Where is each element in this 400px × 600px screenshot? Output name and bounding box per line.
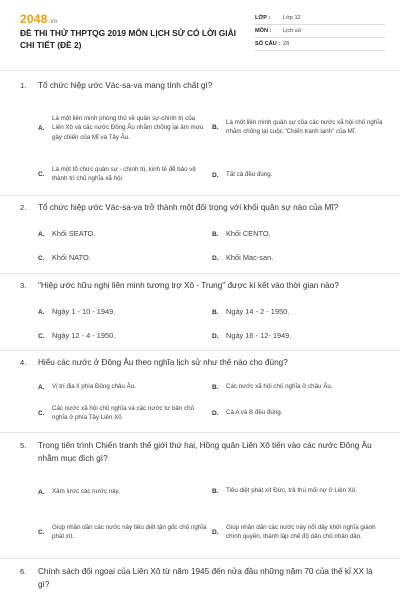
option-text: Tiêu diệt phát xít Đức, trả thù mối nợ ở Liên Xô. — [226, 487, 358, 495]
option-letter: C. — [38, 528, 45, 536]
question-number: 5. — [20, 441, 27, 450]
option-text: Ngày 14 - 2 - 1950. — [226, 307, 290, 317]
question-number: 2. — [20, 203, 27, 212]
option-text: Xâm lược các nước này. — [52, 488, 120, 496]
option-letter: D. — [212, 171, 219, 179]
option-a[interactable] — [38, 485, 208, 499]
meta-value: Lớp 12 — [283, 15, 301, 21]
option-letter: A. — [38, 124, 45, 132]
option-c[interactable] — [38, 160, 208, 188]
option-letter: A. — [38, 230, 45, 238]
question-text: Trong tiến trình Chiến tranh thế giới thứ hai, Hồng quân Liên Xô tiến vào các nước Đông Âu nhằm mục đích gì? — [38, 441, 372, 463]
option-text: Là một liên minh quân sự của các nước xã hội chủ nghĩa nhằm chống lại cuộc "Chiến tranh lạnh" của Mĩ. — [226, 118, 383, 135]
logo-suffix: .vn — [48, 19, 58, 25]
site-logo[interactable] — [20, 12, 58, 26]
option-text: Giúp nhân dân các nước này nổi dậy khởi nghĩa giành chính quyền, thành lập chế độ dân chủ nhân dân. — [226, 523, 376, 540]
question-divider — [0, 350, 400, 351]
option-c[interactable] — [38, 401, 208, 425]
option-text: Tất cả đều đúng. — [226, 171, 273, 179]
option-b[interactable] — [212, 478, 384, 504]
exam-meta — [255, 12, 385, 51]
option-d[interactable] — [212, 329, 384, 343]
option-letter: B. — [212, 383, 219, 391]
meta-row-count — [255, 38, 385, 51]
option-letter: D. — [212, 409, 219, 417]
option-letter: B. — [212, 487, 219, 495]
option-text: Ngày 12 - 4 - 1950. — [52, 331, 116, 341]
option-text: Vị trí địa lí phía Đông châu Âu. — [52, 383, 136, 391]
option-b[interactable] — [212, 108, 384, 146]
option-c[interactable] — [38, 519, 208, 545]
option-d[interactable] — [212, 406, 384, 420]
page-header — [0, 0, 400, 66]
option-a[interactable] — [38, 227, 208, 241]
option-letter: D. — [212, 528, 219, 536]
option-c[interactable] — [38, 329, 208, 343]
option-letter: A. — [38, 308, 45, 316]
option-letter: B. — [212, 123, 219, 131]
option-text: Ngày 16 - 12- 1949. — [226, 331, 292, 341]
option-text: Giúp nhân dân các nước này tiêu diệt tận gốc chủ nghĩa phát xít. — [52, 523, 207, 540]
meta-value: Lịch sử — [283, 28, 302, 34]
option-letter: B. — [212, 230, 219, 238]
option-letter: C. — [38, 409, 45, 417]
meta-label: LỚP : — [255, 15, 271, 21]
question-number: 3. — [20, 281, 27, 290]
option-b[interactable] — [212, 305, 384, 319]
exam-title: ĐỀ THI THỬ THPTQG 2019 MÔN LỊCH SỬ CÓ LỜI GIẢI CHI TIẾT (ĐỀ 2) — [20, 28, 237, 50]
question-number: 1. — [20, 81, 27, 90]
question-text: "Hiệp ước hữu nghị liên minh tương trợ Xô - Trung" được kí kết vào thời gian nào? — [38, 281, 339, 290]
option-letter: C. — [38, 170, 45, 178]
option-b[interactable] — [212, 380, 384, 394]
meta-value: 28 — [283, 41, 290, 47]
option-text: Cả A và B đều đúng. — [226, 409, 283, 417]
meta-label: MÔN : — [255, 28, 272, 34]
header-divider — [0, 70, 400, 71]
option-b[interactable] — [212, 227, 384, 241]
meta-label: SỐ CÂU : — [255, 41, 281, 47]
option-a[interactable] — [38, 103, 208, 153]
option-letter: A. — [38, 488, 45, 496]
question-divider — [0, 432, 400, 433]
question-text: Tổ chức hiệp ước Vác-sa-va trở thành một đối trọng với khối quân sự nào của Mĩ? — [38, 203, 339, 212]
option-letter: D. — [212, 332, 219, 340]
meta-row-subject — [255, 25, 385, 38]
option-letter: D. — [212, 254, 219, 262]
question-number: 4. — [20, 358, 27, 367]
option-d[interactable] — [212, 513, 384, 551]
question-text: Hiểu các nước ở Đông Âu theo nghĩa lịch sử như thế nào cho đúng? — [38, 358, 288, 367]
question-divider — [0, 558, 400, 559]
option-a[interactable] — [38, 380, 208, 394]
question-divider — [0, 195, 400, 196]
option-text: Khối NATO. — [52, 253, 91, 263]
option-text: Các nước xã hội chủ nghĩa và các nước tư bản chủ nghĩa ở phía Tây Liên Xô — [52, 404, 194, 421]
option-text: Là một tổ chức quân sự - chính trị, kinh tế để bảo vệ thành trì chủ nghĩa xã hội. — [52, 165, 196, 182]
option-text: Là một liên minh phòng thủ về quân sự-chính trị của Liên Xô và các nước Đông Âu nhằm chống lại âm mưu gây chiến của Mĩ và Tây Âu. — [52, 114, 204, 141]
question-text: Chính sách đối ngoại của Liên Xô từ năm 1945 đến nửa đầu những năm 70 của thế kỉ XX là gì? — [38, 567, 373, 589]
option-text: Khối CENTO. — [226, 229, 271, 239]
logo-main: 2048 — [20, 12, 48, 26]
option-text: Các nước xã hội chủ nghĩa ở châu Âu. — [226, 383, 333, 391]
question-number: 6. — [20, 567, 27, 576]
option-text: Khối Mac-san. — [226, 253, 274, 263]
option-d[interactable] — [212, 251, 384, 265]
option-letter: C. — [38, 332, 45, 340]
meta-row-class — [255, 12, 385, 25]
option-a[interactable] — [38, 305, 208, 319]
question-divider — [0, 273, 400, 274]
option-letter: C. — [38, 254, 45, 262]
option-letter: A. — [38, 383, 45, 391]
question-text: Tổ chức hiệp ước Vác-sa-va mang tính chất gì? — [38, 81, 213, 90]
option-letter: B. — [212, 308, 219, 316]
option-text: Ngày 1 - 10 - 1949. — [52, 307, 116, 317]
option-text: Khối SEATO. — [52, 229, 96, 239]
option-d[interactable] — [212, 168, 384, 182]
option-c[interactable] — [38, 251, 208, 265]
